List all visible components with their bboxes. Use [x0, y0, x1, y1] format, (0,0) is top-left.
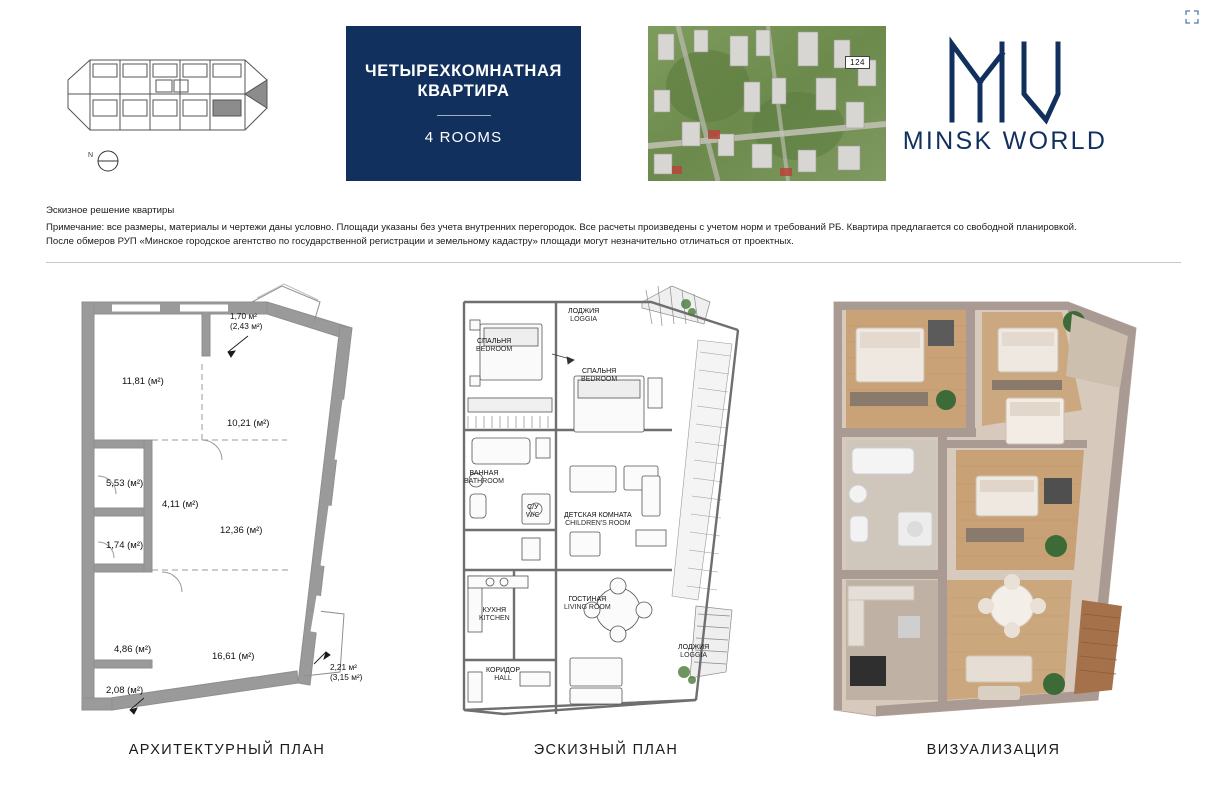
room-label-en: W/C	[526, 512, 540, 520]
room-label-en: KITCHEN	[479, 615, 510, 623]
room-label-ru: ГОСТИНАЯ	[568, 596, 607, 603]
room-label-ru: С/У	[527, 504, 539, 511]
balcony-area-line2: (3,15 м²)	[330, 672, 363, 682]
room-label-en: LIVING ROOM	[564, 604, 611, 612]
apartment-title-block	[346, 26, 581, 181]
balcony-area-line2: (2,43 м²)	[230, 321, 263, 331]
room-label	[479, 607, 510, 624]
notes-line-2: После обмеров РУП «Минское городское агентство по государственной регистрации и земельному кадастру» площади могут незначительно отличаться от проектных.	[46, 235, 794, 247]
room-label-ru: КУХНЯ	[482, 607, 507, 614]
aerial-site-photo[interactable]	[648, 26, 886, 181]
title-ru: ЧЕТЫРЕХКОМНАТНАЯ КВАРТИРА	[365, 62, 562, 100]
area-label: 4,11 (м²)	[162, 499, 199, 510]
minsk-world-logo	[855, 32, 1155, 177]
architectural-plan-column	[52, 280, 402, 758]
room-label-en: BATHROOM	[464, 478, 504, 486]
area-label: 12,36 (м²)	[220, 525, 263, 536]
caption-architectural: АРХИТЕКТУРНЫЙ ПЛАН	[128, 742, 326, 758]
room-label-en: HALL	[494, 675, 512, 683]
room-label	[581, 368, 617, 385]
room-label-ru: СПАЛЬНЯ	[581, 368, 617, 375]
disclaimer-notes	[46, 205, 1181, 248]
room-label	[464, 470, 504, 487]
room-label-en: CHILDREN'S ROOM	[565, 520, 631, 528]
room-label	[568, 308, 599, 325]
notes-title: Эскизное решение квартиры	[46, 205, 175, 216]
expand-icon[interactable]	[1185, 10, 1199, 24]
area-label: 11,81 (м²)	[122, 376, 164, 387]
room-label	[486, 667, 520, 684]
room-label-ru: СПАЛЬНЯ	[476, 338, 512, 345]
balcony-area-line1: 2,21 м²	[330, 662, 357, 672]
brand-name: MINSK WORLD	[902, 127, 1108, 155]
room-label	[476, 338, 512, 355]
visualization-column	[806, 280, 1181, 758]
area-label: 1,74 (м²)	[106, 540, 144, 551]
svg-text:N: N	[88, 152, 94, 159]
document-header	[46, 22, 1165, 182]
compass-icon	[88, 148, 128, 174]
notes-line-1: Примечание: все размеры, материалы и чертежи даны условно. Площади указаны без учета внутренних перегородок. Все расчеты произведены с учетом норм и требований РБ. Квартира предлагается со свободной планировкой.	[46, 222, 1077, 233]
title-divider	[437, 115, 491, 116]
room-label-ru: ВАННАЯ	[469, 470, 499, 477]
area-label: 5,53 (м²)	[106, 478, 144, 489]
3d-visualization[interactable]	[806, 280, 1181, 720]
balcony-area-line1: 1,70 м²	[230, 311, 257, 321]
room-label-ru: КОРИДОР	[486, 667, 520, 674]
header-divider	[46, 262, 1181, 263]
room-label-ru: ЛОДЖИЯ	[678, 644, 710, 651]
room-label	[526, 504, 540, 521]
room-label	[564, 596, 611, 613]
room-label-en: LOGGIA	[570, 316, 598, 324]
building-keyplan	[60, 50, 275, 140]
caption-visualization: ВИЗУАЛИЗАЦИЯ	[926, 742, 1061, 758]
caption-sketch: ЭСКИЗНЫЙ ПЛАН	[533, 742, 679, 758]
room-label-ru: ДЕТСКАЯ КОМНАТА	[564, 512, 632, 519]
area-label: 2,08 (м²)	[106, 685, 144, 696]
room-label-en: BEDROOM	[581, 376, 618, 384]
room-label	[678, 644, 709, 661]
balcony-area-label	[230, 311, 262, 331]
area-label: 10,21 (м²)	[227, 418, 270, 429]
area-label: 16,61 (м²)	[212, 651, 255, 662]
area-label: 4,86 (м²)	[114, 644, 152, 655]
room-label-ru: ЛОДЖИЯ	[568, 308, 600, 315]
room-label	[564, 512, 632, 529]
title-en: 4 ROOMS	[424, 129, 503, 146]
balcony-area-label	[330, 662, 362, 682]
plans-row	[46, 280, 1181, 770]
sketch-plan-column	[446, 280, 766, 758]
mw-monogram-icon	[855, 32, 1155, 127]
room-label-en: LOGGIA	[680, 652, 708, 660]
site-tag: 124	[845, 56, 870, 69]
room-label-en: BEDROOM	[476, 346, 513, 354]
